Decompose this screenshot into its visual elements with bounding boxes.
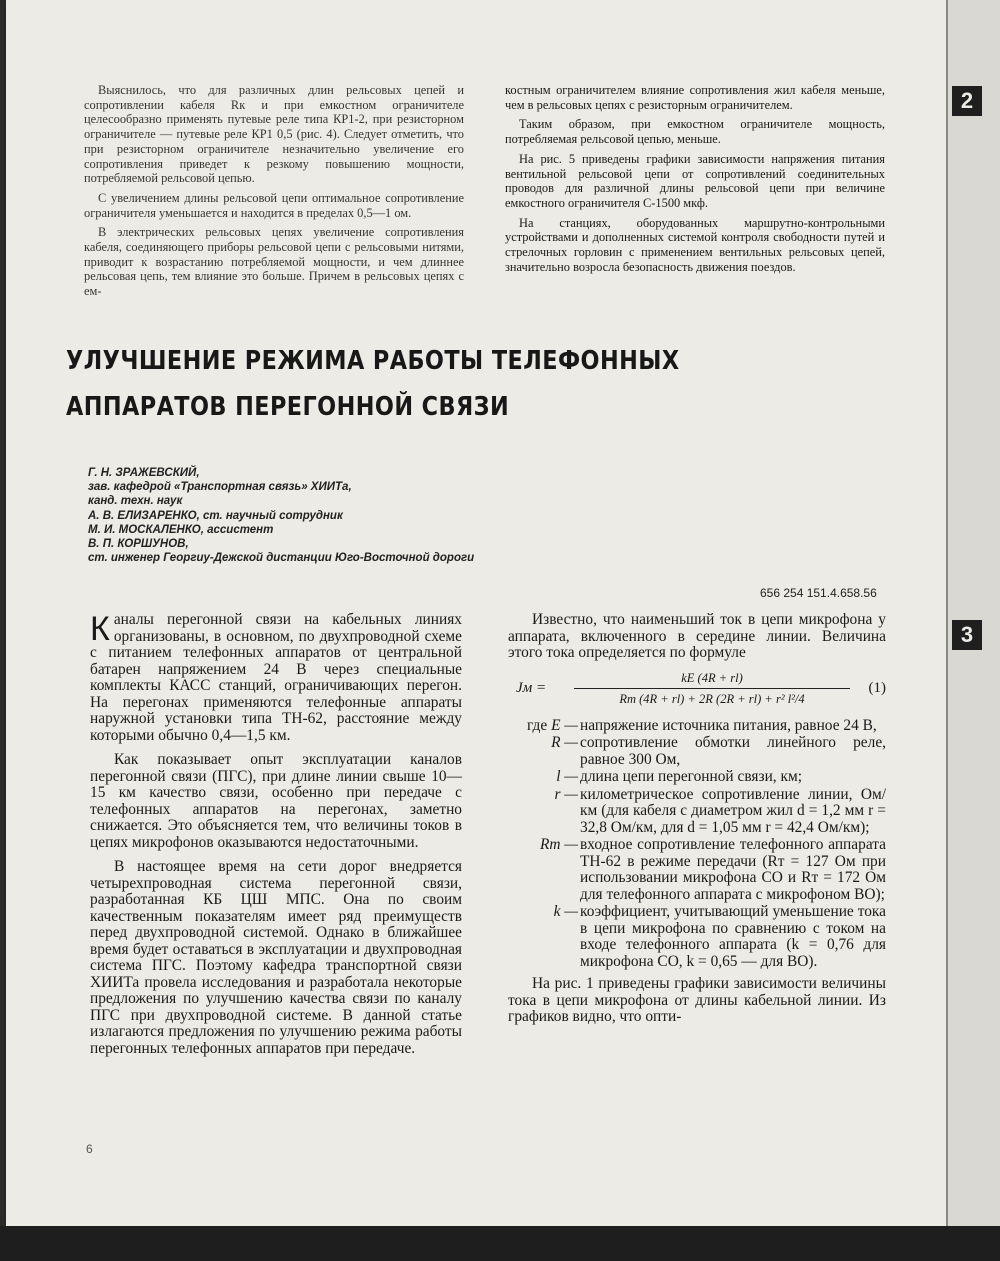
- paragraph: На рис. 1 приведены графики зависимости величины тока в цепи микрофона от длины кабельной линии. Из графиков видно, что опти-: [508, 975, 886, 1025]
- top-right-column: [505, 83, 885, 279]
- symbol: R —: [551, 734, 578, 751]
- paragraph: С увеличением длины рельсовой цепи оптимальное сопротивление ограничителя уменьшается и находится в пределах 0,5—1 ом.: [84, 190, 464, 220]
- body-right-column: [508, 612, 886, 1034]
- symbol: l —: [556, 768, 578, 785]
- next-page-edge: [946, 0, 1000, 1226]
- paragraph: В настоящее время на сети дорог внедряется четырехпроводная система перегонной связи, разработанная КБ ЦШ МПС. Она по своим качественным показателям имеет ряд преимуществ перед двухпроводной системой. Однако в ближайшее время будет оставаться в эксплуатации и двухпроводная система ПГС. Поэтому кафедра транспортной связи ХИИТа провела исследования и разработала некоторые предложения по улучшению качества связи по каналу ПГС при двухпроводной системе. В данной статье излагаются предложения по улучшению режима работы перегонных телефонных аппаратов при передаче.: [90, 858, 462, 1057]
- definition-symbol: [508, 735, 580, 768]
- author-line: зав. кафедрой «Транспортная связь» ХИИТа,: [88, 481, 352, 494]
- paragraph-text: аналы перегонной связи на кабельных линиях организованы, в основном, по двухпроводной схеме с питанием телефонных аппаратов от центральной батарен напряжением 24 В через специальные комплекты КАСС станций, ограничивающих перегон. На перегонах применяются телефонные аппараты наружной установки типа ТН-62, расстояние между которыми обычно 0,4—1,5 км.: [90, 611, 462, 744]
- paragraph: Таким образом, при емкостном ограничителе мощность, потребляемая рельсовой цепью, меньше.: [505, 117, 885, 147]
- definition-item: [508, 904, 886, 970]
- definitions-list: [508, 718, 886, 971]
- udc-code: 656 254 151.4.658.56: [760, 586, 877, 600]
- article-title-line: АППАРАТОВ ПЕРЕГОННОЙ СВЯЗИ: [66, 392, 510, 422]
- symbol: Rт —: [539, 836, 578, 853]
- definition-item: [508, 735, 886, 768]
- equation-number: (1): [868, 680, 886, 697]
- symbol: k —: [553, 903, 578, 920]
- formula-numerator: kE (4R + rl): [574, 670, 850, 690]
- definition-text: напряжение источника питания, равное 24 В,: [580, 716, 877, 734]
- paragraph: Как показывает опыт эксплуатации каналов перегонной связи (ПГС), при длине линии свыше 10—15 км качество связи, особенно при передаче с телефонных аппаратов на перегонах, заметно снижается. Это объясняется тем, что величины токов в цепях микрофонов оказываются недостаточными.: [90, 751, 462, 851]
- definition-text: километрическое сопротивление линии, Ом/км (для кабеля с диаметром жил d = 1,2 мм r = 32,8 Ом/км, для d = 1,05 мм r = 42,4 Ом/км);: [580, 785, 886, 836]
- definition-item: [508, 837, 886, 903]
- paragraph: Известно, что наименьший ток в цепи микрофона у аппарата, включенного в середине линии. Величина этого тока определяется по формуле: [508, 611, 886, 661]
- article-title-line: УЛУЧШЕНИЕ РЕЖИМА РАБОТЫ ТЕЛЕФОННЫХ: [66, 346, 680, 376]
- paragraph: костным ограничителем влияние сопротивления жил кабеля меньше, чем в рельсовых цепях с резисторным ограничителем.: [505, 83, 885, 112]
- author-line: Г. Н. ЗРАЖЕВСКИЙ,: [88, 467, 200, 479]
- formula-1: [508, 670, 886, 708]
- edge-tab-marker: 2: [952, 86, 982, 116]
- top-left-column: [84, 83, 464, 304]
- definition-text: сопротивление обмотки линейного реле, равное 300 Ом,: [580, 734, 886, 768]
- definition-symbol: [508, 769, 580, 786]
- definition-item: [508, 787, 886, 837]
- body-left-column: [90, 612, 462, 1065]
- author-line: А. В. ЕЛИЗАРЕНКО, ст. научный сотрудник: [88, 509, 343, 522]
- author-line: В. П. КОРШУНОВ,: [88, 538, 189, 551]
- author-line: ст. инженер Георгиу-Дежской дистанции Юго-Восточной дороги: [88, 552, 475, 565]
- definition-symbol: [508, 718, 580, 735]
- formula-fraction: [574, 670, 850, 708]
- definition-item: [508, 718, 886, 735]
- formula-denominator: Rт (4R + rl) + 2R (2R + rl) + r² l²/4: [619, 692, 805, 706]
- edge-tab-marker: 3: [952, 620, 982, 650]
- defs-intro-word: где: [526, 716, 548, 734]
- definition-text: коэффициент, учитывающий уменьшение тока в цепи микрофона по сравнению с током на входе телефонного аппарата (k = 0,76 для микрофона СО, k = 0,65 — для ВО).: [580, 903, 886, 970]
- author-line: М. И. МОСКАЛЕНКО, ассистент: [88, 523, 274, 536]
- paragraph: [90, 612, 462, 744]
- symbol: E —: [551, 716, 578, 734]
- paragraph: Выяснилось, что для различных длин рельсовых цепей и сопротивлении кабеля Rк и при емкостном ограничителе целесообразно применять путевые реле типа КР1-2, при резисторном ограничителе — путевые реле КР1 0,5 (рис. 4). Следует отметить, что при резисторном ограничителе незначительно увеличение его сопротивления приведет к резкому повышению мощности, потребляемой рельсовой цепью.: [84, 83, 464, 186]
- symbol: r —: [554, 785, 578, 803]
- definition-text: входное сопротивление телефонного аппарата ТН-62 в режиме передачи (Rт = 127 Ом при использовании микрофона СО и Rт = 172 Ом для телефонного аппарата с микрофоном ВО);: [580, 836, 886, 903]
- paragraph: На станциях, оборудованных маршрутно-контрольными устройствами и дополненных системой контроля свободности путей и стрелочных горловин с применением вентильных рельсовых цепей, значительно возросла безопасность движения поездов.: [505, 215, 885, 274]
- article-title: [66, 338, 680, 430]
- definition-symbol: [508, 787, 580, 837]
- scan-shadow: [0, 1226, 1000, 1261]
- drop-cap: К: [90, 610, 110, 648]
- page-number: 6: [86, 1142, 93, 1156]
- paragraph: В электрических рельсовых цепях увеличение сопротивления кабеля, соединяющего приборы рельсовой цепи с рельсовыми нитями, приводит к возрастанию потребляемой мощности, и чем длиннее рельсовая цепь, тем влияние это больше. Причем в рельсовых цепях с ем-: [84, 225, 464, 299]
- author-block: [88, 466, 548, 565]
- definition-item: [508, 769, 886, 786]
- formula-lhs: Jм =: [516, 680, 547, 697]
- author-line: канд. техн. наук: [88, 495, 183, 508]
- definition-symbol: [508, 904, 580, 970]
- definition-text: длина цепи перегонной связи, км;: [580, 768, 802, 785]
- paragraph: На рис. 5 приведены графики зависимости напряжения питания вентильной рельсовой цепи от сопротивлений соединительных проводов для различной длины рельсовой цепи при величине емкостного ограничителя С-1500 мкф.: [505, 151, 885, 210]
- definition-symbol: [508, 837, 580, 903]
